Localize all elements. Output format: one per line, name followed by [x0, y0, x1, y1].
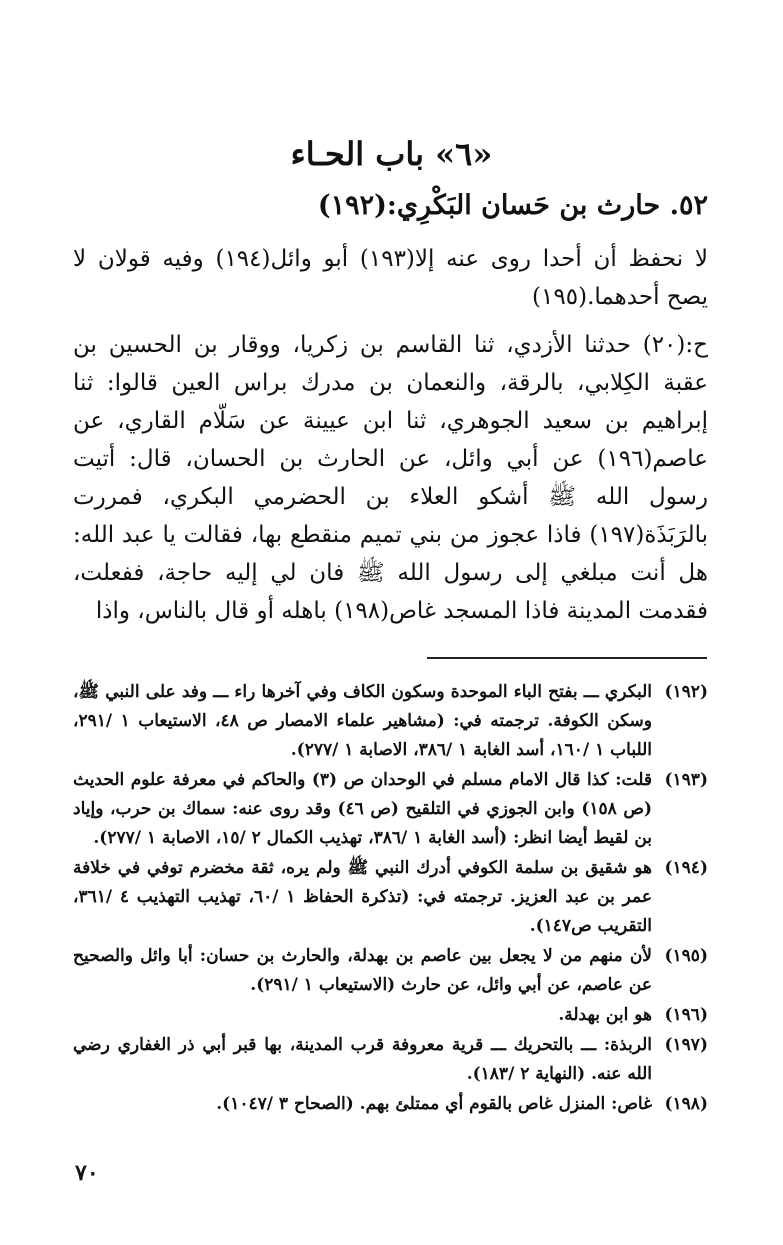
page-number: ٧٠ [75, 1160, 99, 1186]
footnote-text: الربذة: ـــ بالتحريك ـــ قرية معروفة قرب المدينة، بها قبر أبي ذر الغفاري رضي الله عنه. (النهاية ٢ /١٨٣). [73, 1035, 652, 1084]
footnote-number: (١٩٨) [664, 1094, 708, 1114]
paragraph-intro: لا نحفظ أن أحدا روى عنه إلا(١٩٣) أبو وائل(١٩٤) وفيه قولان لا يصح أحدهما.(١٩٥) [73, 246, 708, 310]
footnote-number: (١٩٦) [664, 1005, 708, 1025]
footnote [73, 854, 708, 941]
footnote-number: (١٩٣) [664, 770, 708, 790]
footnote-number: (١٩٢) [664, 682, 708, 702]
footnote [73, 1090, 708, 1119]
footnote-text: غاص: المنزل غاص بالقوم أي ممتلئ بهم. (الصحاح ٣ /١٠٤٧). [216, 1094, 652, 1114]
paragraph-hadith: ح:(٢٠) حدثنا الأزدي، ثنا القاسم بن زكريا، ووقار بن الحسين بن عقبة الكِلابي، بالرقة، والنعمان بن مدرك براس العين قالوا: ثنا إبراهيم بن سعيد الجوهري، ثنا ابن عيينة عن سَلّام القاري، عن عاصم(١٩٦) عن أبي وائل، عن الحارث بن الحسان، قال: أتيت رسول الله ﷺ أشكو العلاء بن الحضرمي البكري، فمررت بالرَبَذَة(١٩٧) فاذا عجوز من بني تميم منقطع بها، فقالت يا عبد الله: هل أنت مبلغي إلى رسول الله ﷺ فان لي إليه حاجة، ففعلت، فقدمت المدينة فاذا المسجد غاص(١٩٨) باهله أو قال بالناس، واذا [73, 332, 708, 624]
footnote-text: البكري ـــ بفتح الباء الموحدة وسكون الكاف وفي آخرها راء ـــ وفد على النبي ﷺ، وسكن الكوفة. ترجمته في: (مشاهير علماء الامصار ص ٤٨، الاستيعاب ١ /٢٩١، اللباب ١ /١٦٠، أسد الغابة ١ /٣٨٦، الاصابة ١ /٢٧٧). [73, 682, 652, 760]
footnote [73, 678, 708, 765]
footnote [73, 766, 708, 853]
footnote-divider [427, 657, 707, 659]
footnote-number: (١٩٤) [664, 858, 708, 878]
footnotes [73, 678, 708, 1120]
entry-heading: ٥٢. حارث بن حَسان البَكْرِي:(١٩٢) [317, 190, 708, 221]
chapter-title: «٦» باب الحـاء [290, 135, 493, 173]
footnote [73, 1001, 708, 1030]
footnote [73, 942, 708, 1000]
footnote-text: قلت: كذا قال الامام مسلم في الوحدان ص (٣) والحاكم في معرفة علوم الحديث (ص ١٥٨) وابن الجوزي في التلقيح (ص ٤٦) وقد روى عنه: سماك بن حرب، وإياد بن لقيط أيضا انظر: (أسد الغابة ١ /٣٨٦، تهذيب الكمال ٢ /١٥، الاصابة ١ /٢٧٧). [73, 770, 652, 848]
footnote [73, 1031, 708, 1089]
footnote-text: لأن منهم من لا يجعل بين عاصم بن بهدلة، والحارث بن حسان: أبا وائل والصحيح عن عاصم، عن أبي وائل، عن حارث (الاستيعاب ١ /٢٩١). [73, 946, 652, 995]
footnote-number: (١٩٧) [664, 1035, 708, 1055]
footnote-number: (١٩٥) [664, 946, 708, 966]
footnote-text: هو شقيق بن سلمة الكوفي أدرك النبي ﷺ ولم يره، ثقة مخضرم توفي في خلافة عمر بن عبد العزيز. ترجمته في: (تذكرة الحفاظ ١ /٦٠، تهذيب التهذيب ٤ /٣٦١، التقريب ص١٤٧). [73, 858, 652, 936]
footnote-text: هو ابن بهدلة. [558, 1005, 652, 1025]
